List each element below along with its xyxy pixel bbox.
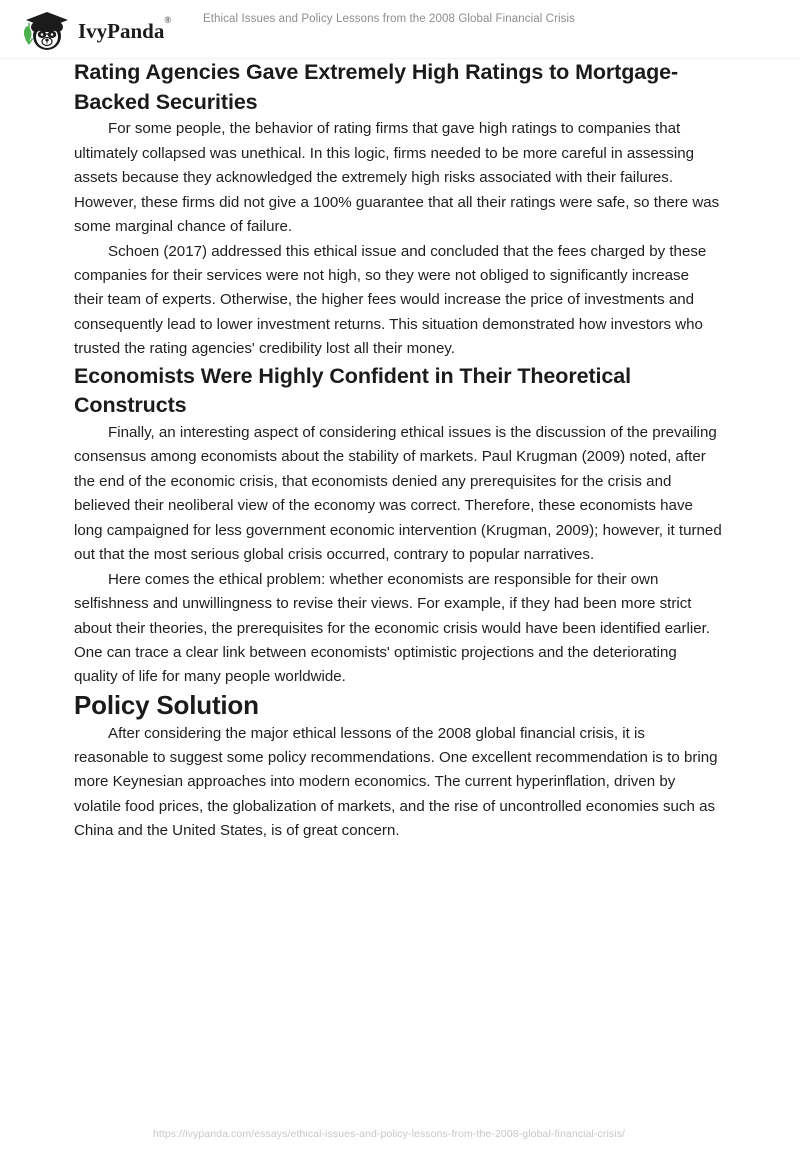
paragraph: Schoen (2017) addressed this ethical issue and concluded that the fees charged by these companies for their services were not high, so they were not obliged to significantly increase their team of experts. Otherwise, the higher fees would increase the price of investments and consequently lead to lower investment returns. This situation demonstrated how investors who trusted the rating agencies' credibility lost all their money. [74, 242, 707, 358]
document-body [0, 58, 800, 844]
page-header [0, 0, 800, 58]
paragraph: After considering the major ethical lessons of the 2008 global financial crisis, it is reasonable to suggest some policy recommendations. One excellent recommendation is to bring more Keynesian approaches into modern economics. The current hyperinflation, driven by volatile food prices, the globalization of markets, and the rise of uncontrolled economies such as China and the United States, is of great concern. [74, 724, 718, 840]
paragraph: Here comes the ethical problem: whether economists are responsible for their own selfishness and unwillingness to revise their views. For example, if they had been more strict about their theories, the prerequisites for the economic crisis would have been identified earlier. One can trace a clear link between economists' optimistic projections and the deteriorating quality of life for many people worldwide. [74, 570, 710, 686]
brand-name-text: IvyPanda [78, 18, 165, 43]
section-heading-rating-agencies: Rating Agencies Gave Extremely High Ratings to Mortgage-Backed Securities [74, 60, 679, 114]
header-divider [0, 58, 800, 59]
paragraph: Finally, an interesting aspect of considering ethical issues is the discussion of the prevailing consensus among economists about the stability of markets. Paul Krugman (2009) noted, after the end of the economic crisis, that economists denied any prerequisites for the crisis and believed their neoliberal view of the economy was correct. Therefore, these economists have long campaigned for less government economic intervention (Krugman, 2009); however, it turned out that the most serious global crisis occurred, contrary to popular narratives. [74, 424, 722, 564]
section-heading-economists: Economists Were Highly Confident in Their Theoretical Constructs [74, 363, 631, 418]
trademark-symbol: ® [164, 14, 172, 25]
paragraph: For some people, the behavior of rating firms that gave high ratings to companies that ultimately collapsed was unethical. In this logic, firms needed to be more careful in assessing assets because they acknowledged the extremely high risks associated with their failures. However, these firms did not give a 100% guarantee that all their ratings were safe, so there was some marginal chance of failure. [74, 120, 720, 236]
source-url[interactable]: https://ivypanda.com/essays/ethical-issues-and-policy-lessons-from-the-2008-global-financial-crisis/ [152, 1128, 626, 1140]
document-title: Ethical Issues and Policy Lessons from the 2008 Global Financial Crisis [202, 13, 576, 25]
page-footer [0, 1124, 778, 1142]
section-heading-policy-solution: Policy Solution [74, 689, 259, 720]
